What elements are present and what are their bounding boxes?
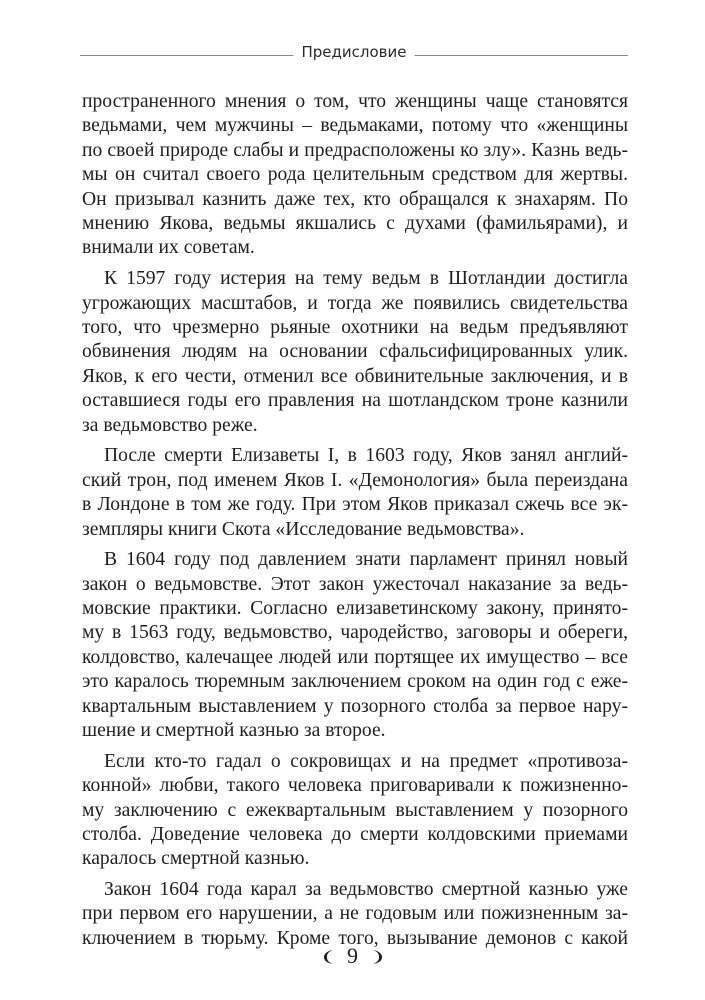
text-line: ский трон, под именем Яков I. «Демонология» была переиздана	[82, 469, 628, 491]
moon-crescent-left-icon	[323, 949, 336, 965]
text-line: земпляры книги Скота «Исследование ведьмовства».	[82, 518, 525, 540]
text-line: Яков, к его чести, отменил все обвинительные заключения, и в	[82, 365, 628, 387]
text-line: это каралось тюремным заключением сроком на один год с еже-	[82, 671, 628, 693]
text-line: по своей природе слабы и предрасположены ко злу». Казнь ведь-	[82, 139, 628, 161]
paragraph	[82, 267, 628, 438]
text-line: за ведьмовство реже.	[82, 414, 258, 436]
text-line: Закон 1604 года карал за ведьмовство смертной казнью уже	[104, 879, 628, 901]
text-line: того, что чрезмерно рьяные охотники на ведьм предъявляют	[82, 316, 628, 338]
text-line: После смерти Елизаветы I, в 1603 году, Яков занял англий-	[104, 445, 628, 467]
running-header	[80, 38, 628, 68]
text-line: внимали их советам.	[82, 237, 255, 259]
text-line: в Лондоне в том же году. При этом Яков приказал сжечь все эк-	[82, 494, 628, 516]
header-title: Предисловие	[294, 42, 415, 62]
page-footer	[0, 943, 705, 969]
text-line: каралось смертной казнью.	[82, 848, 310, 870]
page-number: 9	[347, 943, 358, 968]
paragraph	[82, 878, 628, 951]
text-line: угрожающих масштабов, и тогда же появились свидетельства	[82, 292, 628, 314]
text-line: мы он считал своего рода целительным средством для жертвы.	[82, 164, 628, 186]
text-line: обвинения людям на основании сфальсифицированных улик.	[82, 341, 628, 363]
text-line: В 1604 году под давлением знати парламент принял новый	[104, 549, 628, 571]
text-line: ключением в тюрьму. Кроме того, вызывание демонов с какой	[82, 927, 628, 949]
paragraph	[82, 750, 628, 872]
text-line: пространенного мнения о том, что женщины чаще становятся	[82, 91, 628, 112]
paragraph	[82, 548, 628, 743]
text-line: мовские практики. Согласно елизаветинскому закону, принято-	[82, 598, 628, 620]
text-line: К 1597 году истерия на тему ведьм в Шотландии достигла	[104, 268, 628, 290]
text-line: столба. Доведение человека до смерти колдовскими приемами	[82, 823, 628, 845]
text-line: шение и смертной казнью за второе.	[82, 720, 386, 742]
text-line: му заключению с ежеквартальным выставлением у позорного	[82, 799, 628, 821]
moon-crescent-right-icon	[370, 949, 383, 965]
text-line: Он призывал казнить даже тех, кто обращался к знахарям. По	[82, 188, 628, 210]
text-line: ведьмами, чем мужчины – ведьмаками, потому что «женщины	[82, 115, 628, 137]
text-line: Если кто-то гадал о сокровищах и на предмет «противоза-	[104, 750, 628, 772]
paragraph	[82, 90, 628, 261]
text-line: закон о ведьмовстве. Этот закон ужесточал наказание за ведь-	[82, 573, 628, 595]
text-line: при первом его нарушении, а не годовым или пожизненным за-	[82, 903, 628, 925]
text-line: конной» любви, такого человека приговаривали к пожизненно-	[82, 775, 628, 797]
text-line: мнению Якова, ведьмы якшались с духами (фамильярами), и	[82, 213, 628, 235]
paragraph	[82, 444, 628, 542]
text-line: квартальным выставлением у позорного столба за первое нару-	[82, 695, 628, 717]
text-line: колдовство, калечащее людей или портящее их имущество – все	[82, 646, 628, 668]
text-line: оставшиеся годы его правления на шотландском троне казнили	[82, 390, 628, 412]
text-line: му в 1563 году, ведьмовство, чародейство, заговоры и обереги,	[82, 622, 628, 644]
body-text	[82, 90, 628, 958]
